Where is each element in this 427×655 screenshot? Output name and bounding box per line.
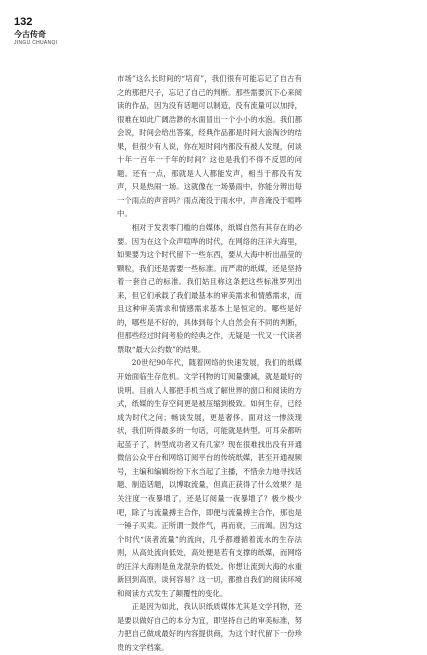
page-header	[14, 16, 104, 47]
article-paragraph: 市场”这么长时间的“培育”，我们很有可能忘记了自古有之的那把尺子，忘记了自己的判断。那些需要沉下心来阅读的作品，因为没有话题可以制造，没有流量可以加持，很难在如此广阔浩渺的水面冒出一个小小的水泡。我们都会说，时间会给出答案，经典作品都是时间大浪淘沙的结果，但很少有人说，你在短时间内都没有被人发现，何谈十年一百年一千年的时间？这也是我们不得不反思的问题。还有一点，那就是人人都能发声，相当于都没有发声，只是热闹一场。这就像在一场暴雨中，你能分辨出每一个雨点的声音吗？雨点淹没于雨水中，声音淹没于喧哗中。	[117, 74, 302, 219]
magazine-pinyin: JINGU CHUANQI	[14, 40, 58, 46]
article-paragraph: 正是因为如此，我认识纸质媒体尤其是文学刊物，还是要以做好自己的本分为宜，即坚持自己的审美标准，努力把自己做成最好的内容提供商，为这个时代留下一份珍贵的文学档案。	[117, 602, 302, 652]
page-number: 132	[14, 16, 33, 28]
article-paragraph: 20世纪90年代，随着网络的快速发展，我们的纸媒开始面临生存危机。文学刊物的订阅量骤减，就是最好的说明。目前人人都把手机当成了解世界的窗口和阅读的方式，纸媒的生存空间更是被压缩到极致。如何生存，已经成为时代之问；畅谈发展，更是奢侈。面对这一惨淡现状，我们听得最多的一句话，可能就是转型。可耳朵都听起茧子了，转型成功者又有几家？现在很难找出没有开通微信公众平台和网络订阅平台的传统纸媒，甚至开通视频号，主编和编辑纷纷下水当起了主播，不惜余力地寻找话题、制造话题，以博取流量，但真正获得了什么效果？是关注度一夜暴增了，还是订阅量一夜暴增了？极少极少吧，除了与流量搏主合作，即便与流量搏主合作，那也是一锤子买卖。正所谓一鼓作气，再而衰，三而竭。因为这个时代“读者流量”的流向，几乎都遵循着流水的生存法则，从高处流向低处，高处便是若有支撑的纸媒，而网络的汪洋大海则是鱼龙混杂的低处。你想让流到大海的水重新回到高原，谈何容易？这一切，都推自我们的阅读环境和阅读方式发生了颠覆性的变化。	[117, 358, 302, 598]
article-body	[117, 72, 302, 655]
article-paragraph: 相对于发表零门槛的自媒体，纸媒自然有其存在的必要。因为在这个众声喧哗的时代，在网络的汪洋大海里，如果要为这个时代留下一些东西，要从大海中析出晶莹的颗粒，我们还是需要一些标准。而严肃的纸媒，还是坚持着一套自己的标准。我们姑且称这条把这些标准罗列出来，但它们承载了我们最基本的审美需求和情感需求，而且这种审美需求和情感需求基本上是恒定的。哪些是好的，哪些是不好的，具体到每个人自然会有不同的判断，但那些经过时间考验的经典之作，无疑是一代又一代读者票取“最大公约数”的结果。	[117, 223, 302, 354]
magazine-title: 今古传奇	[14, 30, 46, 39]
